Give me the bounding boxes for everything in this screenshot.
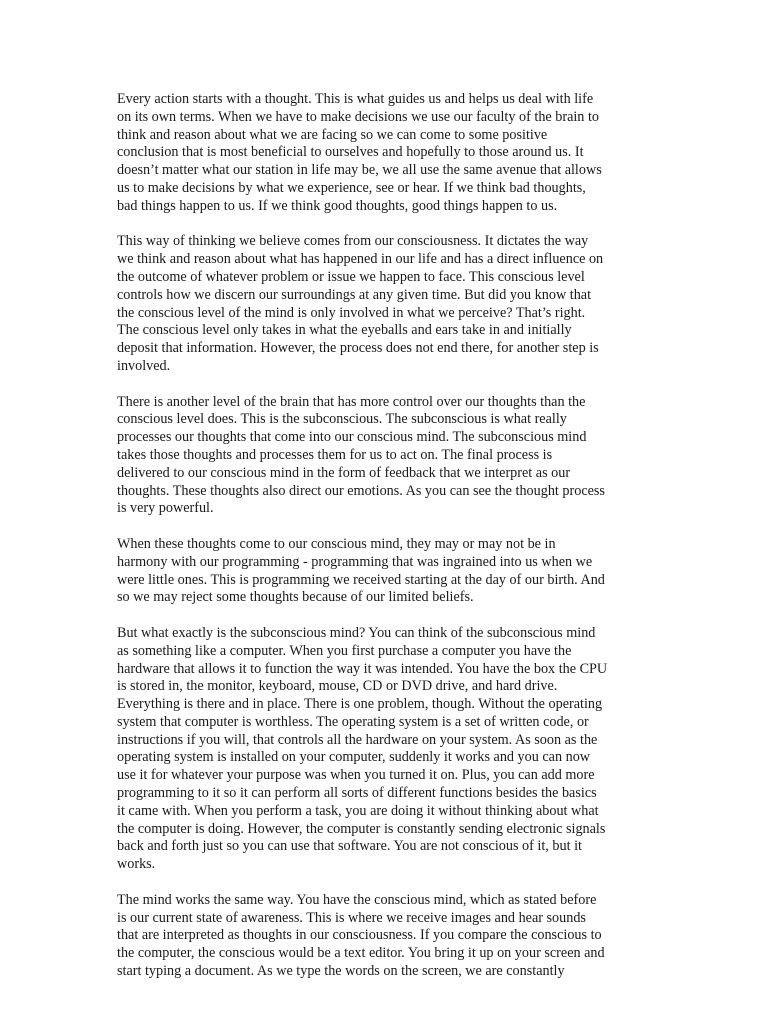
text-line: When these thoughts come to our conscious mind, they may or may not be in <box>117 535 556 552</box>
text-line: were little ones. This is programming we received starting at the day of our birth. And <box>117 571 605 588</box>
paragraph-subconscious <box>117 394 655 519</box>
text-line: back and forth just so you can use that software. You are not conscious of it, but it <box>117 838 582 855</box>
text-line: processes our thoughts that come into our conscious mind. The subconscious mind <box>117 429 587 446</box>
text-line: system that computer is worthless. The operating system is a set of written code, or <box>117 713 589 730</box>
text-line: conclusion that is most beneficial to ourselves and hopefully to those around us. It <box>117 144 584 161</box>
text-line: the outcome of whatever problem or issue we happen to face. This conscious level <box>117 268 585 285</box>
text-line: But what exactly is the subconscious mind? You can think of the subconscious mind <box>117 624 596 641</box>
text-line: thoughts. These thoughts also direct our emotions. As you can see the thought process <box>117 482 605 499</box>
paragraph-programming <box>117 536 655 607</box>
text-line: instructions if you will, that controls all the hardware on your system. As soon as the <box>117 731 598 748</box>
text-line: that are interpreted as thoughts in our consciousness. If you compare the conscious to <box>117 927 602 944</box>
paragraph-mind-works <box>117 892 655 981</box>
text-line: involved. <box>117 357 171 374</box>
text-line: deposit that information. However, the process does not end there, for another step is <box>117 340 599 357</box>
text-line: is our current state of awareness. This is where we receive images and hear sounds <box>117 909 586 926</box>
text-line: start typing a document. As we type the words on the screen, we are constantly <box>117 963 565 980</box>
document-page <box>117 91 655 999</box>
text-line: bad things happen to us. If we think good thoughts, good things happen to us. <box>117 197 558 214</box>
text-line: doesn’t matter what our station in life may be, we all use the same avenue that allows <box>117 162 602 179</box>
text-line: is stored in, the monitor, keyboard, mouse, CD or DVD drive, and hard drive. <box>117 678 558 695</box>
text-line: delivered to our conscious mind in the form of feedback that we interpret as our <box>117 464 571 481</box>
text-line: Every action starts with a thought. This is what guides us and helps us deal with life <box>117 91 594 107</box>
text-line: so we may reject some thoughts because of our limited beliefs. <box>117 589 474 606</box>
paragraph-computer-analogy <box>117 625 655 874</box>
text-line: This way of thinking we believe comes from our consciousness. It dictates the way <box>117 233 589 250</box>
text-line: hardware that allows it to function the way it was intended. You have the box the CPU <box>117 660 608 677</box>
text-line: think and reason about what we are facing so we can come to some positive <box>117 126 548 143</box>
text-line: The conscious level only takes in what the eyeballs and ears take in and initially <box>117 322 572 339</box>
text-line: on its own terms. When we have to make decisions we use our faculty of the brain to <box>117 108 599 125</box>
text-line: the conscious level of the mind is only involved in what we perceive? That’s right. <box>117 304 586 321</box>
text-line: Everything is there and in place. There is one problem, though. Without the operating <box>117 696 603 713</box>
text-line: takes those thoughts and processes them for us to act on. The final process is <box>117 446 553 463</box>
text-line: as something like a computer. When you first purchase a computer you have the <box>117 642 572 659</box>
text-line: the computer, the conscious would be a text editor. You bring it up on your screen and <box>117 945 605 962</box>
text-line: use it for whatever your purpose was when you turned it on. Plus, you can add more <box>117 767 595 784</box>
text-line: conscious level does. This is the subconscious. The subconscious is what really <box>117 411 567 428</box>
text-line: The mind works the same way. You have the conscious mind, which as stated before <box>117 891 597 908</box>
text-line: the computer is doing. However, the computer is constantly sending electronic signals <box>117 820 606 837</box>
text-line: is very powerful. <box>117 500 214 517</box>
paragraph-consciousness <box>117 233 655 375</box>
text-line: works. <box>117 856 156 873</box>
text-line: There is another level of the brain that has more control over our thoughts than the <box>117 393 586 410</box>
text-line: controls how we discern our surroundings at any given time. But did you know that <box>117 286 592 303</box>
text-line: us to make decisions by what we experience, see or hear. If we think bad thoughts, <box>117 179 586 196</box>
text-line: operating system is installed on your computer, suddenly it works and you can now <box>117 749 591 766</box>
text-line: harmony with our programming - programming that was ingrained into us when we <box>117 553 593 570</box>
paragraph-thought-action <box>117 91 655 216</box>
text-line: we think and reason about what has happened in our life and has a direct influence on <box>117 251 604 268</box>
text-line: programming to it so it can perform all sorts of different functions besides the basics <box>117 785 597 802</box>
text-line: it came with. When you perform a task, you are doing it without thinking about what <box>117 802 599 819</box>
